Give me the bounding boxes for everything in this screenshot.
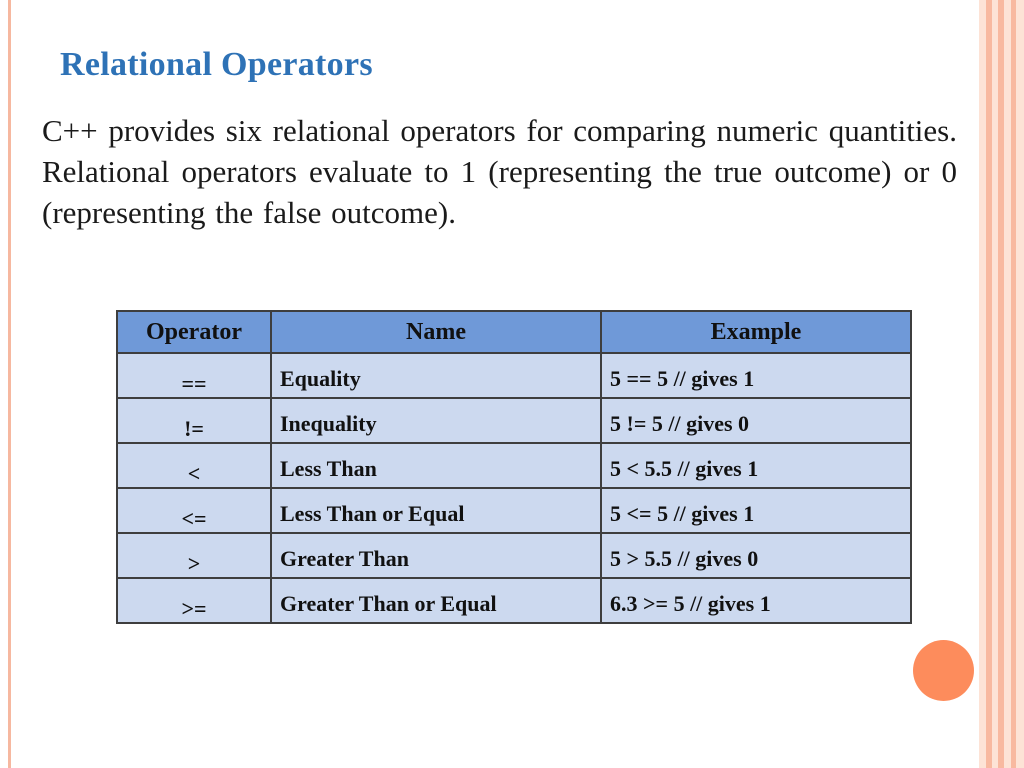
table-row [117, 488, 911, 533]
table-row [117, 398, 911, 443]
table-header-row [117, 311, 911, 353]
operator-cell: <= [117, 488, 271, 533]
table-row [117, 533, 911, 578]
operator-cell: < [117, 443, 271, 488]
table-row [117, 353, 911, 398]
slide-body-text: C++ provides six relational operators for comparing numeric quantities. Relational operators evaluate to 1 (representing the true outcome) or 0 (representing the false outcome). [42, 113, 957, 230]
table-row [117, 443, 911, 488]
right-decorative-stripe [1016, 0, 1024, 768]
name-cell: Greater Than or Equal [271, 578, 601, 623]
right-decorative-stripe [979, 0, 986, 768]
example-cell: 5 != 5 // gives 0 [601, 398, 911, 443]
decorative-orange-circle [913, 640, 974, 701]
name-cell: Equality [271, 353, 601, 398]
name-cell: Less Than or Equal [271, 488, 601, 533]
example-cell: 5 < 5.5 // gives 1 [601, 443, 911, 488]
example-cell: 6.3 >= 5 // gives 1 [601, 578, 911, 623]
name-cell: Greater Than [271, 533, 601, 578]
example-cell: 5 == 5 // gives 1 [601, 353, 911, 398]
header-example: Example [601, 311, 911, 353]
relational-operators-table [116, 310, 912, 624]
table-row [117, 578, 911, 623]
operator-cell: != [117, 398, 271, 443]
operator-cell: > [117, 533, 271, 578]
slide-title: Relational Operators [60, 46, 373, 83]
operator-cell: == [117, 353, 271, 398]
right-decorative-stripe [1004, 0, 1011, 768]
header-name: Name [271, 311, 601, 353]
example-cell: 5 > 5.5 // gives 0 [601, 533, 911, 578]
name-cell: Inequality [271, 398, 601, 443]
operator-cell: >= [117, 578, 271, 623]
example-cell: 5 <= 5 // gives 1 [601, 488, 911, 533]
header-operator: Operator [117, 311, 271, 353]
left-decorative-stripe [8, 0, 11, 768]
name-cell: Less Than [271, 443, 601, 488]
